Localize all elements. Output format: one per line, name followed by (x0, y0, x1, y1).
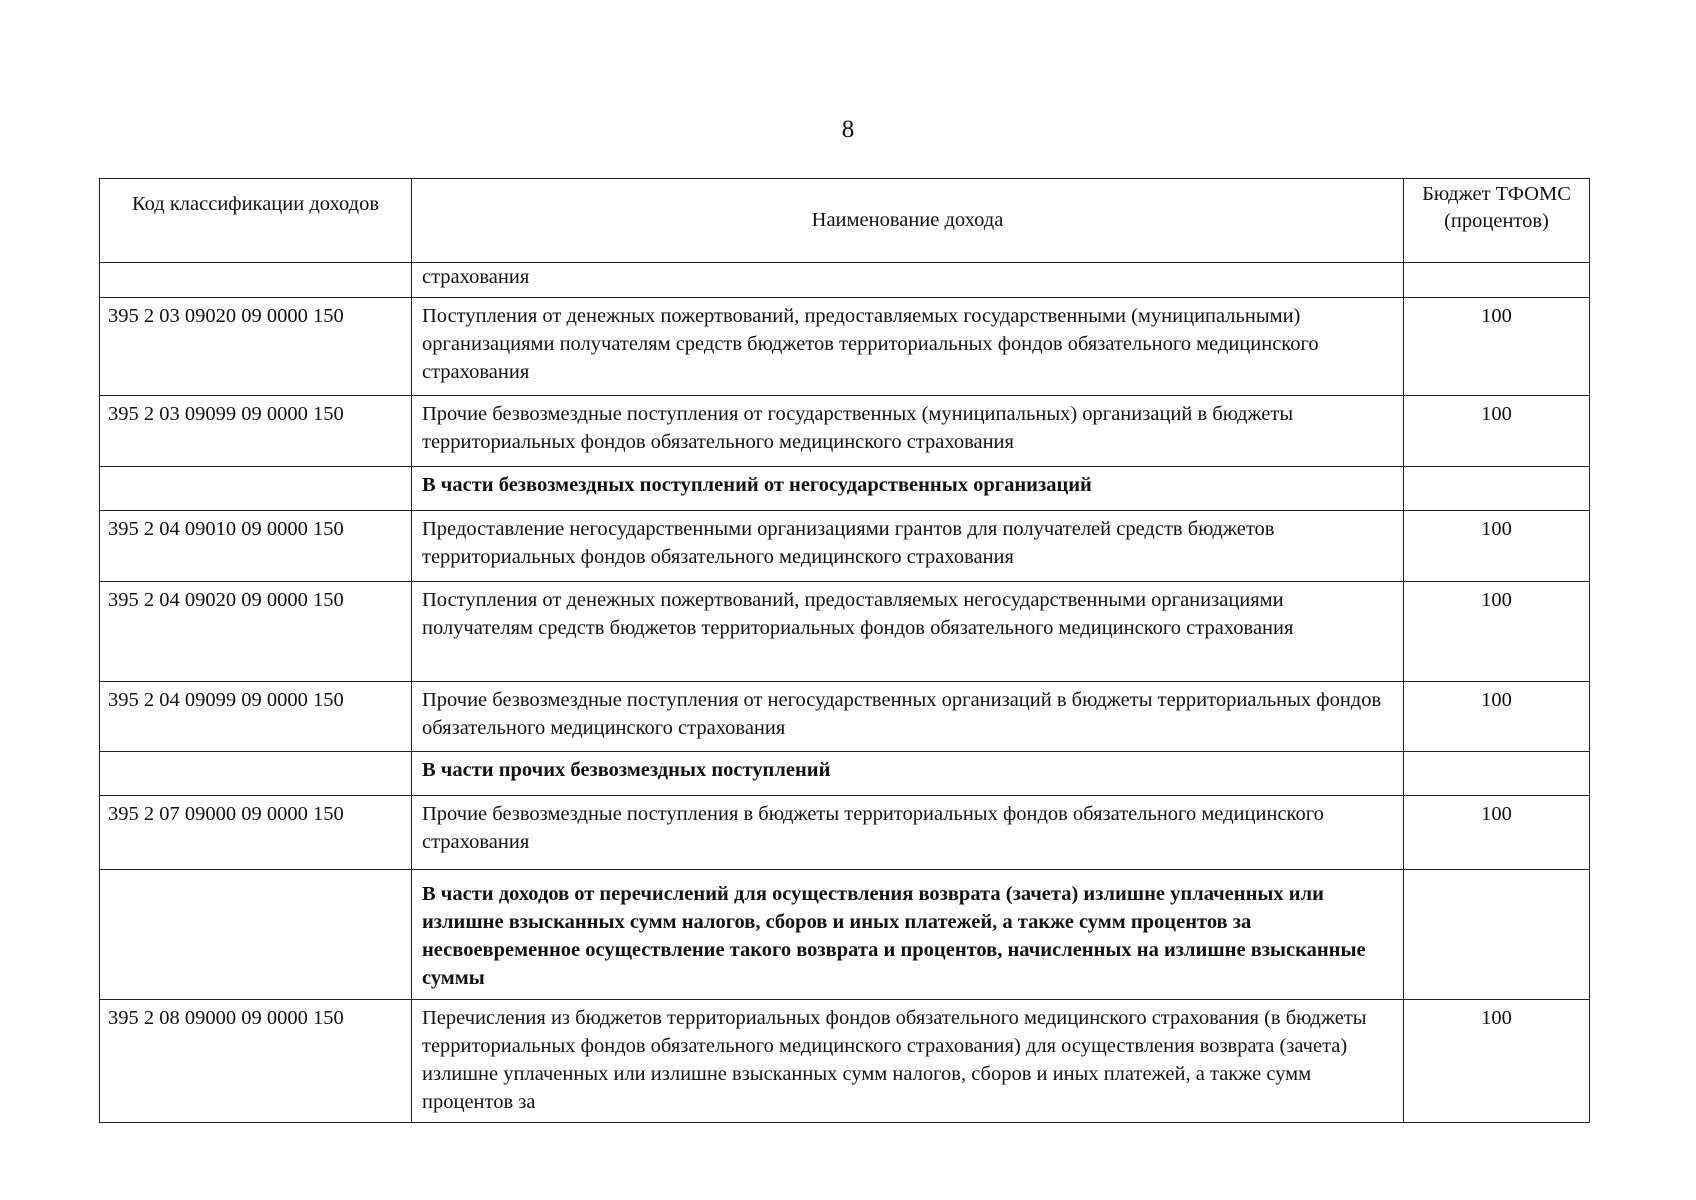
row-name: страхования (412, 263, 1404, 298)
row-code: 395 2 03 09099 09 0000 150 (100, 396, 412, 467)
row-code: 395 2 04 09020 09 0000 150 (100, 582, 412, 682)
row-name: Поступления от денежных пожертвований, предоставляемых государственными (муниципальными) организациями получателям средств бюджетов территориальных фондов обязательного медицинского страхования (412, 298, 1404, 396)
table-row (100, 298, 1590, 396)
row-code (100, 263, 412, 298)
revenue-table (99, 178, 1590, 1123)
table-row (100, 396, 1590, 467)
row-name: Прочие безвозмездные поступления от государственных (муниципальных) организаций в бюджеты территориальных фондов обязательного медицинского страхования (412, 396, 1404, 467)
row-percent: 100 (1404, 1000, 1590, 1123)
row-code (100, 752, 412, 796)
row-percent: 100 (1404, 682, 1590, 752)
row-code: 395 2 04 09099 09 0000 150 (100, 682, 412, 752)
row-name: Предоставление негосударственными организациями грантов для получателей средств бюджетов территориальных фондов обязательного медицинского страхования (412, 511, 1404, 582)
table-row (100, 1000, 1590, 1123)
table-header-row (100, 179, 1590, 263)
row-percent: 100 (1404, 511, 1590, 582)
row-percent (1404, 752, 1590, 796)
header-code: Код классификации доходов (100, 179, 412, 263)
table-row (100, 682, 1590, 752)
row-name: Перечисления из бюджетов территориальных фондов обязательного медицинского страхования (в бюджеты территориальных фондов обязательного медицинского страхования) для осуществления возврата (зачета) излишне уплаченных или излишне взысканных сумм налогов, сборов и иных платежей, а также сумм процентов за (412, 1000, 1404, 1123)
table-row (100, 263, 1590, 298)
table-row (100, 796, 1590, 870)
table-row (100, 582, 1590, 682)
row-name: Поступления от денежных пожертвований, предоставляемых негосударственными организациями получателям средств бюджетов территориальных фондов обязательного медицинского страхования (412, 582, 1404, 682)
section-row (100, 752, 1590, 796)
section-heading: В части прочих безвозмездных поступлений (412, 752, 1404, 796)
section-heading: В части безвозмездных поступлений от негосударственных организаций (412, 467, 1404, 511)
row-code: 395 2 04 09010 09 0000 150 (100, 511, 412, 582)
table-row (100, 511, 1590, 582)
section-row (100, 870, 1590, 1000)
row-code: 395 2 08 09000 09 0000 150 (100, 1000, 412, 1123)
row-code (100, 467, 412, 511)
section-heading: В части доходов от перечислений для осуществления возврата (зачета) излишне уплаченных или излишне взысканных сумм налогов, сборов и иных платежей, а также сумм процентов за несвоевременное осуществление такого возврата и процентов, начисленных на излишне взысканные суммы (412, 870, 1404, 1000)
row-code: 395 2 03 09020 09 0000 150 (100, 298, 412, 396)
page-number: 8 (841, 116, 855, 143)
header-name: Наименование дохода (412, 179, 1404, 263)
section-row (100, 467, 1590, 511)
row-name: Прочие безвозмездные поступления от негосударственных организаций в бюджеты территориальных фондов обязательного медицинского страхования (412, 682, 1404, 752)
row-code (100, 870, 412, 1000)
row-percent (1404, 870, 1590, 1000)
row-percent: 100 (1404, 796, 1590, 870)
row-percent: 100 (1404, 582, 1590, 682)
row-percent: 100 (1404, 396, 1590, 467)
row-name: Прочие безвозмездные поступления в бюджеты территориальных фондов обязательного медицинского страхования (412, 796, 1404, 870)
row-percent (1404, 263, 1590, 298)
row-percent (1404, 467, 1590, 511)
header-budget: Бюджет ТФОМС (процентов) (1404, 179, 1590, 263)
row-code: 395 2 07 09000 09 0000 150 (100, 796, 412, 870)
row-percent: 100 (1404, 298, 1590, 396)
